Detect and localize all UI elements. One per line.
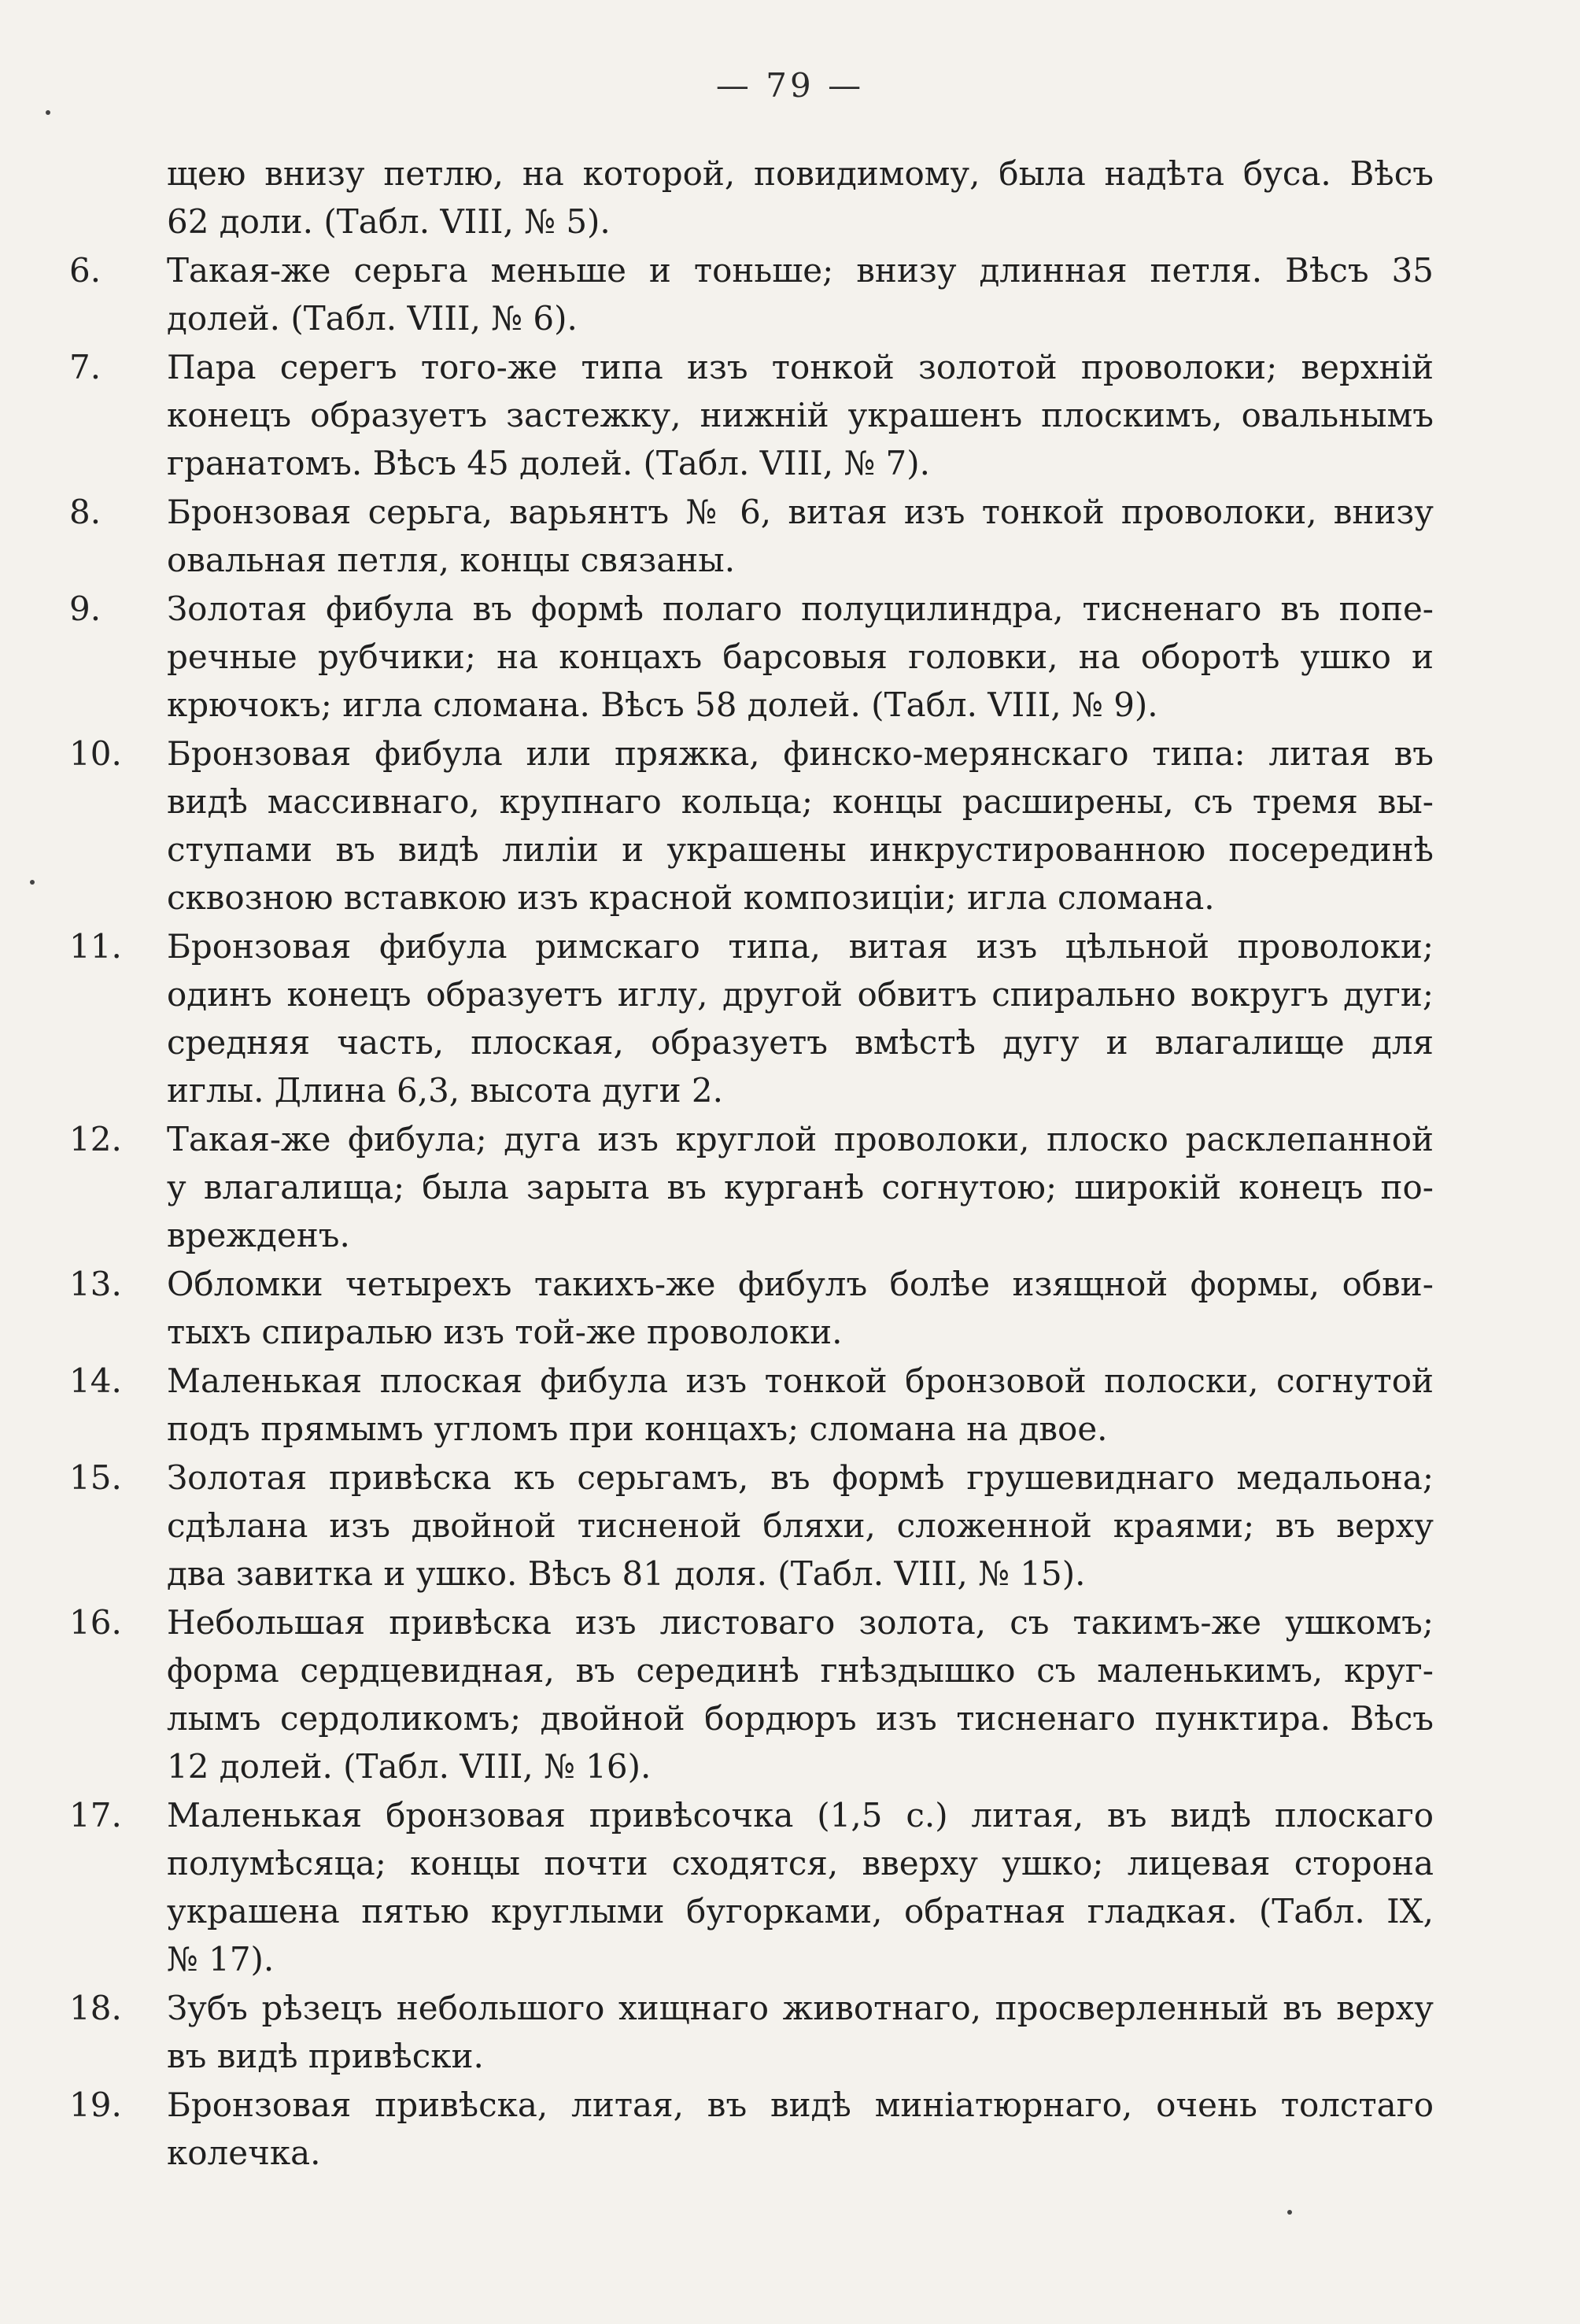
- text-line: у влагалища; была зарыта въ курганѣ согнутою; широкій конецъ по-: [167, 1168, 1434, 1206]
- list-item: [0, 150, 1580, 246]
- list-item: [0, 488, 1580, 584]
- text-line: сквозною вставкою изъ красной композиціи; игла сломана.: [167, 878, 1215, 917]
- list-item: [0, 1454, 1580, 1598]
- entry-number: 12.: [69, 1120, 122, 1158]
- text-line: средняя часть, плоская, образуетъ вмѣстѣ дугу и влагалище для: [167, 1023, 1434, 1062]
- entry-number: 14.: [69, 1362, 122, 1400]
- text-line: овальная петля, концы связаны.: [167, 541, 736, 579]
- text-line: Зубъ рѣзецъ небольшого хищнаго животнаго, просверленный въ верху: [167, 1989, 1434, 2027]
- entry-number: 18.: [69, 1989, 122, 2027]
- entry-text: [167, 585, 1434, 729]
- entry-number: 16.: [69, 1603, 122, 1642]
- entry-text: [167, 343, 1434, 487]
- text-line: иглы. Длина 6,3, высота дуги 2.: [167, 1071, 724, 1110]
- list-item: [0, 343, 1580, 487]
- text-line: конецъ образуетъ застежку, нижній украшенъ плоскимъ, овальнымъ: [167, 396, 1434, 434]
- text-line: въ видѣ привѣски.: [167, 2037, 484, 2075]
- text-line: Пара серегъ того-же типа изъ тонкой золотой проволоки; верхній: [167, 348, 1434, 386]
- entry-number: 15.: [69, 1458, 122, 1497]
- entry-text: [167, 1260, 1434, 1356]
- text-line: врежденъ.: [167, 1216, 350, 1254]
- entry-text: [167, 1791, 1434, 1983]
- text-line: гранатомъ. Вѣсъ 45 долей. (Табл. VIII, № 7).: [167, 444, 930, 482]
- list-item: [0, 1115, 1580, 1259]
- text-line: 62 доли. (Табл. VIII, № 5).: [167, 202, 611, 241]
- print-speck: [1287, 2210, 1292, 2215]
- list-item: [0, 730, 1580, 922]
- entry-number: 10.: [69, 734, 122, 773]
- list-item: [0, 1260, 1580, 1356]
- text-line: Золотая привѣска къ серьгамъ, въ формѣ грушевиднаго медальона;: [167, 1458, 1434, 1497]
- list-item: [0, 246, 1580, 342]
- text-line: колечка.: [167, 2134, 321, 2172]
- text-line: 12 долей. (Табл. VIII, № 16).: [167, 1747, 652, 1786]
- text-line: два завитка и ушко. Вѣсъ 81 доля. (Табл. VIII, № 15).: [167, 1554, 1086, 1593]
- text-line: полумѣсяца; концы почти сходятся, вверху ушко; лицевая сторона: [167, 1844, 1434, 1882]
- entry-number: 13.: [69, 1265, 122, 1303]
- entry-text: [167, 922, 1434, 1114]
- entry-text: [167, 1598, 1434, 1790]
- list-item: [0, 585, 1580, 729]
- page-number: — 79 —: [715, 66, 865, 105]
- entry-number: 7.: [69, 348, 102, 386]
- list-item: [0, 1791, 1580, 1983]
- entry-text: [167, 1357, 1434, 1453]
- entry-text: [167, 1984, 1434, 2080]
- entry-number: 8.: [69, 493, 102, 531]
- text-line: Обломки четырехъ такихъ-же фибулъ болѣе изящной формы, обви-: [167, 1265, 1434, 1303]
- list-item: [0, 922, 1580, 1114]
- text-line: Бронзовая привѣска, литая, въ видѣ миніатюрнаго, очень толстаго: [167, 2086, 1434, 2124]
- entry-text: [167, 1115, 1434, 1259]
- text-line: Бронзовая фибула римскаго типа, витая изъ цѣльной проволоки;: [167, 927, 1434, 966]
- text-line: форма сердцевидная, въ серединѣ гнѣздышко съ маленькимъ, круг-: [167, 1651, 1434, 1690]
- text-line: Такая-же серьга меньше и тоньше; внизу длинная петля. Вѣсъ 35: [167, 251, 1434, 290]
- text-line: долей. (Табл. VIII, № 6).: [167, 299, 578, 338]
- entry-text: [167, 2081, 1434, 2177]
- list-item: [0, 1984, 1580, 2080]
- text-line: № 17).: [167, 1940, 275, 1979]
- text-line: Золотая фибула въ формѣ полаго полуцилиндра, тисненаго въ попе-: [167, 589, 1434, 628]
- entry-text: [167, 730, 1434, 922]
- entry-number: 17.: [69, 1796, 122, 1834]
- text-line: крючокъ; игла сломана. Вѣсъ 58 долей. (Табл. VIII, № 9).: [167, 685, 1158, 724]
- entry-text: [167, 1454, 1434, 1598]
- text-line: лымъ сердоликомъ; двойной бордюръ изъ тисненаго пунктира. Вѣсъ: [167, 1699, 1434, 1738]
- print-speck: [46, 110, 50, 115]
- text-line: ступами въ видѣ лиліи и украшены инкрустированною посерединѣ: [167, 830, 1434, 869]
- text-line: Бронзовая фибула или пряжка, финско-мерянскаго типа: литая въ: [167, 734, 1434, 773]
- text-line: речные рубчики; на концахъ барсовыя головки, на оборотѣ ушко и: [167, 637, 1434, 676]
- list-item: [0, 2081, 1580, 2177]
- entry-text: [167, 150, 1434, 246]
- text-line: украшена пятью круглыми бугорками, обратная гладкая. (Табл. IX,: [167, 1892, 1434, 1931]
- list-item: [0, 1598, 1580, 1790]
- text-line: Небольшая привѣска изъ листоваго золота, съ такимъ-же ушкомъ;: [167, 1603, 1434, 1642]
- list-item: [0, 1357, 1580, 1453]
- entry-number: 9.: [69, 589, 102, 628]
- text-line: видѣ массивнаго, крупнаго кольца; концы расширены, съ тремя вы-: [167, 782, 1434, 821]
- text-line: щею внизу петлю, на которой, повидимому, была надѣта буса. Вѣсъ: [167, 154, 1434, 193]
- text-line: Маленькая плоская фибула изъ тонкой бронзовой полоски, согнутой: [167, 1362, 1434, 1400]
- entry-list: [0, 150, 1580, 2177]
- text-line: Бронзовая серьга, варьянтъ № 6, витая изъ тонкой проволоки, внизу: [167, 493, 1434, 531]
- text-line: Маленькая бронзовая привѣсочка (1,5 с.) литая, въ видѣ плоскаго: [167, 1796, 1434, 1834]
- text-line: тыхъ спиралью изъ той-же проволоки.: [167, 1313, 843, 1351]
- entry-text: [167, 488, 1434, 584]
- text-line: подъ прямымъ угломъ при концахъ; сломана на двое.: [167, 1410, 1108, 1448]
- text-line: сдѣлана изъ двойной тисненой бляхи, сложенной краями; въ верху: [167, 1506, 1434, 1545]
- entry-number: 6.: [69, 251, 102, 290]
- entry-text: [167, 246, 1434, 342]
- text-line: одинъ конецъ образуетъ иглу, другой обвитъ спирально вокругъ дуги;: [167, 975, 1434, 1014]
- entry-number: 19.: [69, 2086, 122, 2124]
- text-line: Такая-же фибула; дуга изъ круглой проволоки, плоско расклепанной: [167, 1120, 1434, 1158]
- entry-number: 11.: [69, 927, 122, 966]
